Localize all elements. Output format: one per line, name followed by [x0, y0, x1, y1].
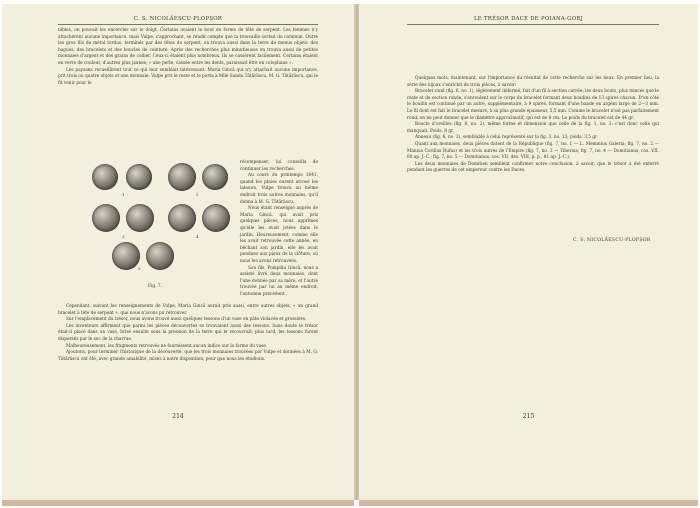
left-paragraph-5: Les inventeurs affirment que parmi les pièces découvertes se trouvaient aussi des tessons. Sans doute le trésor était-il placé dans un vase, brisé ensuite sous la pression de la terre qui le recouvrait; plus tard, les tessons furent dispersés par le soc de la charrue. [58, 323, 318, 342]
right-paragraph-2: Bracelet rond (fig. 6, no. 1), légèrement déformé, fait d'un fil à section carrée; les deux bouts, plus minces que le reste et de section ronde, s'enroulent sur le corps du bracelet formant deux boudins de 13 spires chacun. D'un côté le boudin est continué par un autre, supplémentaire, à 9 spires, formant d'une bande en argent large de 2—3 mm. Le fil dont est fait le bracelet mesure, à sa plus grande épaisseur, 5,5 mm. Comme le bracelet n'est pas parfaitement rond, on ne peut donner que le diamètre approximatif, qui est de 8 cm. Le poids du bracelet est de 44 gr. [407, 89, 659, 121]
left-head-rule [58, 24, 318, 25]
right-running-head: LE TRÉSOR DACE DE POIANA-GORJ [473, 16, 584, 22]
coin-1-reverse [126, 164, 152, 190]
left-paragraph-3: Cependant, suivant les renseignements de Vulpe, Maria Gincă aurait pris aussi, entre autres objets, « un grand bracelet à tête de serpent », que nous n'avons pu retrouver. [58, 304, 318, 316]
right-paragraph-6: Les deux monnaies de Domitien semblent confirmer notre conclusion, à savoir, que le trésor a été enterré pendant les guerres de cet empereur contre les Daces. [407, 161, 659, 174]
left-column-paragraph-3: Nous étant renseigné auprès de Maria Gincă, qui avait pris quelques pièces, nous apprîmes qu'elle les avait jetées dans le jardin. Heureusement, comme elle les avait retrouvée cette année, en bêchant son jardin, elle les avait pendues aux pieux de la clôture, où nous les avons retrouvées. [240, 206, 318, 264]
right-text [407, 76, 659, 175]
right-paragraph-1: Quelques mots, maintenant, sur l'importance du résultat de cette recherche sur les lieux. En premier lieu, la série des bijoux s'enrichit de trois pièces, à savoir: [407, 76, 659, 88]
right-head-rule [407, 24, 659, 25]
left-page [2, 4, 355, 500]
left-paragraph-2: Les paysans recueillirent tout ce qui leur semblait intéressant. Maria Gincă qui n'y attachait aucune importance, prit trois ou quatre objets et une monnaie. Vulpe prit le reste et le porta à Mlle Sanda Tătărăscu, M. G. Tătărăscu, qui le fit venir pour le [58, 67, 318, 86]
coin-2-obverse [168, 163, 196, 191]
left-text-top [58, 28, 318, 87]
right-paragraph-5: Quant aux monnaies, deux pièces datent de la République (fig. 7, no. 1 — L. Memmius Galeria; fig. 7, no. 2 — Manius Cordius Rufus) et les trois autres de l'Empire (fig. 7, no. 3 — Tiberius; fig. 7, no. 4 — Domitianus, cos. VII. 80 ap. J.-C.; fig. 7, no. 5 — Domitianus, cos. VII, des. VIII, p. p., 81 ap. J.-C.). [407, 141, 659, 161]
left-page-edge [2, 500, 354, 506]
coin-5-reverse [146, 242, 174, 270]
coin-label-1: 1 [122, 192, 125, 197]
coin-2-reverse [202, 164, 228, 190]
coin-3-reverse [126, 204, 154, 232]
left-paragraph-4: Sur l'emplacement du trésor, nous avons trouvé aussi quelques tessons d'un vase en pâte violacée et grossière. [66, 317, 307, 323]
left-paragraph-1: nibles, on pouvait les encercler sur le doigt. Certains avaient le bout en forme de tête de serpent. Les femmes n'y attachèrent aucune importance, mais Vulpe, s'approchant, se rendit compte que la trouvaille sortait du commun. Outre les gros fils de métal tordus, terminés par des têtes de serpent, on trouva aussi dans la terre de menus objets: des bagues, des bracelets et des boucles de ceinture. Après des recherches plus minutieuses on trouva aussi de petites monnaies d'argent et des grains de collier. Ceux-ci étaient plus nombreux. Ils se cassèrent facilement. Certains étaient en verre de couleur, d'autres plus jaunes; « une perle, cassée entre les dents, paraissait être en colophane ». [58, 28, 318, 66]
right-page-number: 215 [522, 413, 535, 420]
coin-label-4: 4 [196, 234, 199, 239]
left-column-paragraph-1: récompenser; lui conseilla de continuer les recherches. [240, 160, 318, 172]
coin-4-obverse [168, 204, 196, 232]
coin-5-obverse [112, 242, 140, 270]
coin-3-obverse [92, 204, 120, 232]
coin-label-2: 2 [196, 192, 199, 197]
coin-label-3: 3 [122, 234, 125, 239]
right-paragraph-4: Anneau (fig. 6, no. 3), semblable à celui représenté sur la fig. 3, no. 13; poids, 3,5 gr. [415, 135, 598, 141]
left-paragraph-6: Malheureusement, les fragments retrouvés ne fournissent aucun indice sur la forme du vase. [66, 343, 268, 349]
right-paragraph-3: Boucle d'oreilles (fig. 6, no. 2), même forme et dimension que celle de la fig. 1, no. 1: c'est donc celle qui manquait. Poids, 8 gr. [407, 122, 659, 134]
left-paragraph-7: Ajoutons, pour terminer l'historique de la découverte, que les trois monnaies trouvées par Vulpe et données à M. G. Tătărăscu ont été, avec grande amabilité, mises à notre disposition, pour que nous les étudions. [58, 350, 318, 362]
coin-1-obverse [92, 164, 118, 190]
left-column-paragraph-4: Son fils, Pompiliu Gincă, nous a assisté livré deux monnaies, dont l'une donnée par sa mère, et l'autre trouvée par lui au même endroit, l'automne précédent. [240, 265, 318, 297]
author-signature: C. S. NICOLĂESCU-PLOPȘOR [573, 238, 651, 243]
right-page [359, 4, 698, 500]
figure-caption: Fig. 7. [148, 284, 162, 289]
right-page-edge [359, 500, 698, 506]
left-page-number: 214 [172, 413, 184, 420]
left-text-bottom [58, 304, 318, 363]
left-column-paragraph-2: Au cours du printemps 1941, quand les plaies eurent arrosé les labours, Vulpe trouva au même endroit trois autres monnaies, qu'il donna à M. G. Tătărăscu. [240, 173, 318, 205]
left-running-head: C. S. NICOLĂESCU-PLOPȘOR [133, 16, 223, 22]
coin-label-5: 5 [138, 266, 141, 271]
left-text-right-column [240, 160, 318, 298]
coin-plate-figure [90, 162, 236, 274]
coin-4-reverse [202, 204, 230, 232]
